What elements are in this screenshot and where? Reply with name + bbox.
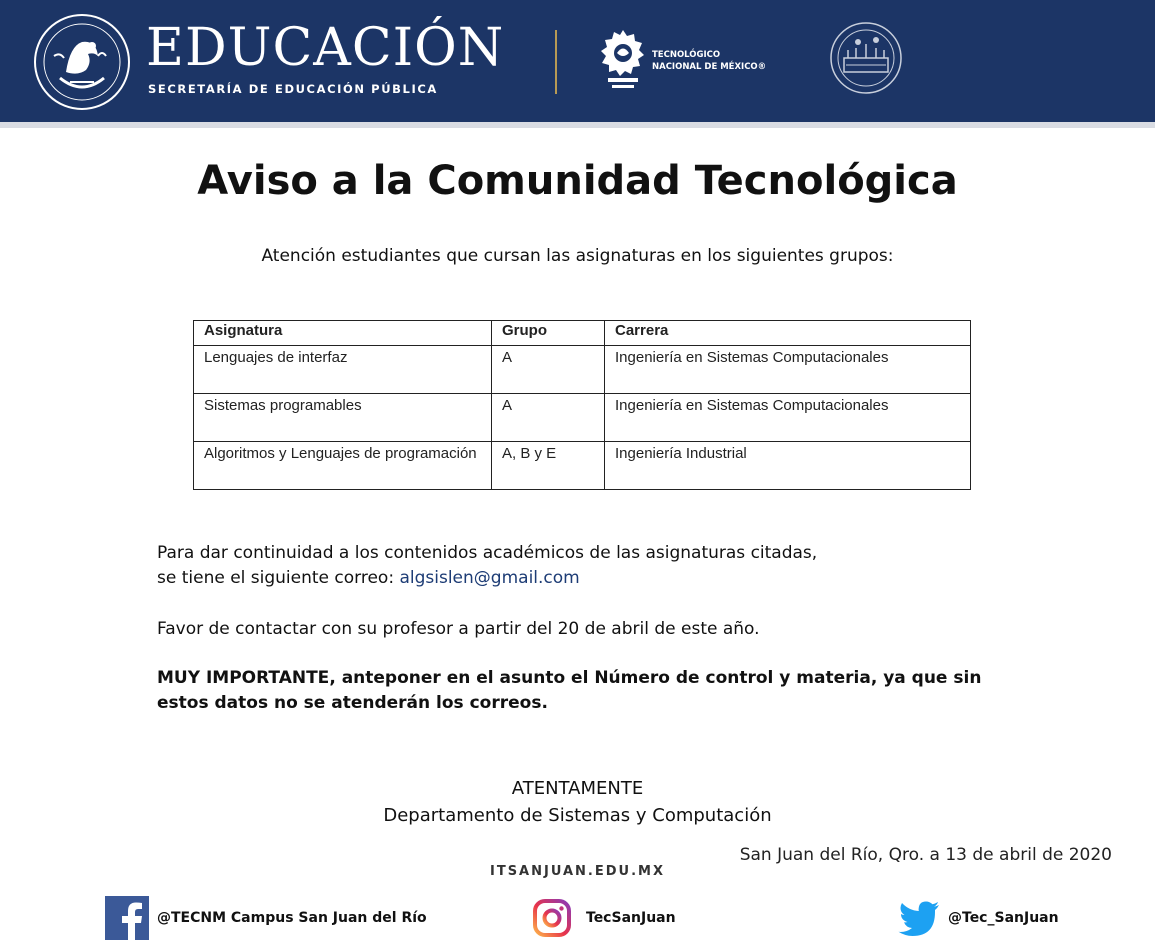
- mexico-seal-icon: [30, 12, 134, 112]
- important-line1-rest: , anteponer en el asunto el Número de control y materia, ya que sin: [329, 668, 982, 688]
- table-row: [194, 394, 971, 442]
- closing-department: Departamento de Sistemas y Computación: [383, 805, 772, 826]
- facebook-link[interactable]: [105, 896, 427, 940]
- twitter-handle: @Tec_SanJuan: [948, 910, 1059, 926]
- tecnm-wordmark: [652, 49, 766, 73]
- groups-table: [193, 320, 971, 490]
- header-banner: [0, 0, 1155, 122]
- email-intro: se tiene el siguiente correo:: [157, 568, 400, 588]
- instagram-link[interactable]: [532, 896, 676, 940]
- important-paragraph: [157, 666, 981, 716]
- table-header-row: [194, 321, 971, 346]
- cell-grupo: A: [492, 394, 605, 442]
- instagram-icon: [532, 898, 572, 938]
- continuity-paragraph: [157, 541, 817, 591]
- website-link[interactable]: ITSANJUAN.EDU.MX: [489, 864, 665, 879]
- header-grupo: Grupo: [492, 321, 605, 346]
- facebook-handle: @TECNM Campus San Juan del Río: [157, 910, 427, 926]
- cell-asignatura: Sistemas programables: [194, 394, 492, 442]
- education-title: EDUCACIÓN: [146, 18, 505, 78]
- cell-asignatura: Lenguajes de interfaz: [194, 346, 492, 394]
- itsanjuan-logo-icon: [828, 20, 904, 96]
- cell-asignatura: Algoritmos y Lenguajes de programación: [194, 442, 492, 490]
- cell-grupo: A, B y E: [492, 442, 605, 490]
- notice-title: Aviso a la Comunidad Tecnológica: [197, 158, 958, 204]
- instagram-handle: TecSanJuan: [586, 910, 676, 926]
- email-link[interactable]: algsislen@gmail.com: [399, 568, 580, 588]
- important-line2: estos datos no se atenderán los correos.: [157, 693, 548, 713]
- table-row: [194, 442, 971, 490]
- important-label: MUY IMPORTANTE: [157, 668, 330, 688]
- table-row: [194, 346, 971, 394]
- notice-intro: Atención estudiantes que cursan las asignaturas en los siguientes grupos:: [261, 246, 894, 266]
- tecnm-line1: TECNOLÓGICO: [652, 50, 721, 60]
- place-date: San Juan del Río, Qro. a 13 de abril de 2020: [739, 845, 1112, 865]
- twitter-link[interactable]: [898, 896, 1059, 940]
- important-line1: [157, 666, 981, 691]
- header-carrera: Carrera: [605, 321, 971, 346]
- cell-carrera: Ingeniería Industrial: [605, 442, 971, 490]
- continuity-line2: [157, 566, 817, 591]
- header-asignatura: Asignatura: [194, 321, 492, 346]
- contact-paragraph: Favor de contactar con su profesor a partir del 20 de abril de este año.: [157, 619, 760, 639]
- tecnm-line2: NACIONAL DE MÉXICO®: [652, 62, 767, 72]
- education-subtitle: SECRETARÍA DE EDUCACIÓN PÚBLICA: [148, 82, 438, 96]
- twitter-icon: [898, 900, 940, 936]
- cell-grupo: A: [492, 346, 605, 394]
- closing-regards: ATENTAMENTE: [511, 778, 644, 799]
- cell-carrera: Ingeniería en Sistemas Computacionales: [605, 394, 971, 442]
- continuity-line1: Para dar continuidad a los contenidos académicos de las asignaturas citadas,: [157, 543, 818, 563]
- header-divider: [555, 30, 557, 94]
- tecnm-logo-icon: [598, 26, 648, 94]
- header-strip: [0, 122, 1155, 128]
- cell-carrera: Ingeniería en Sistemas Computacionales: [605, 346, 971, 394]
- facebook-icon: [105, 896, 149, 940]
